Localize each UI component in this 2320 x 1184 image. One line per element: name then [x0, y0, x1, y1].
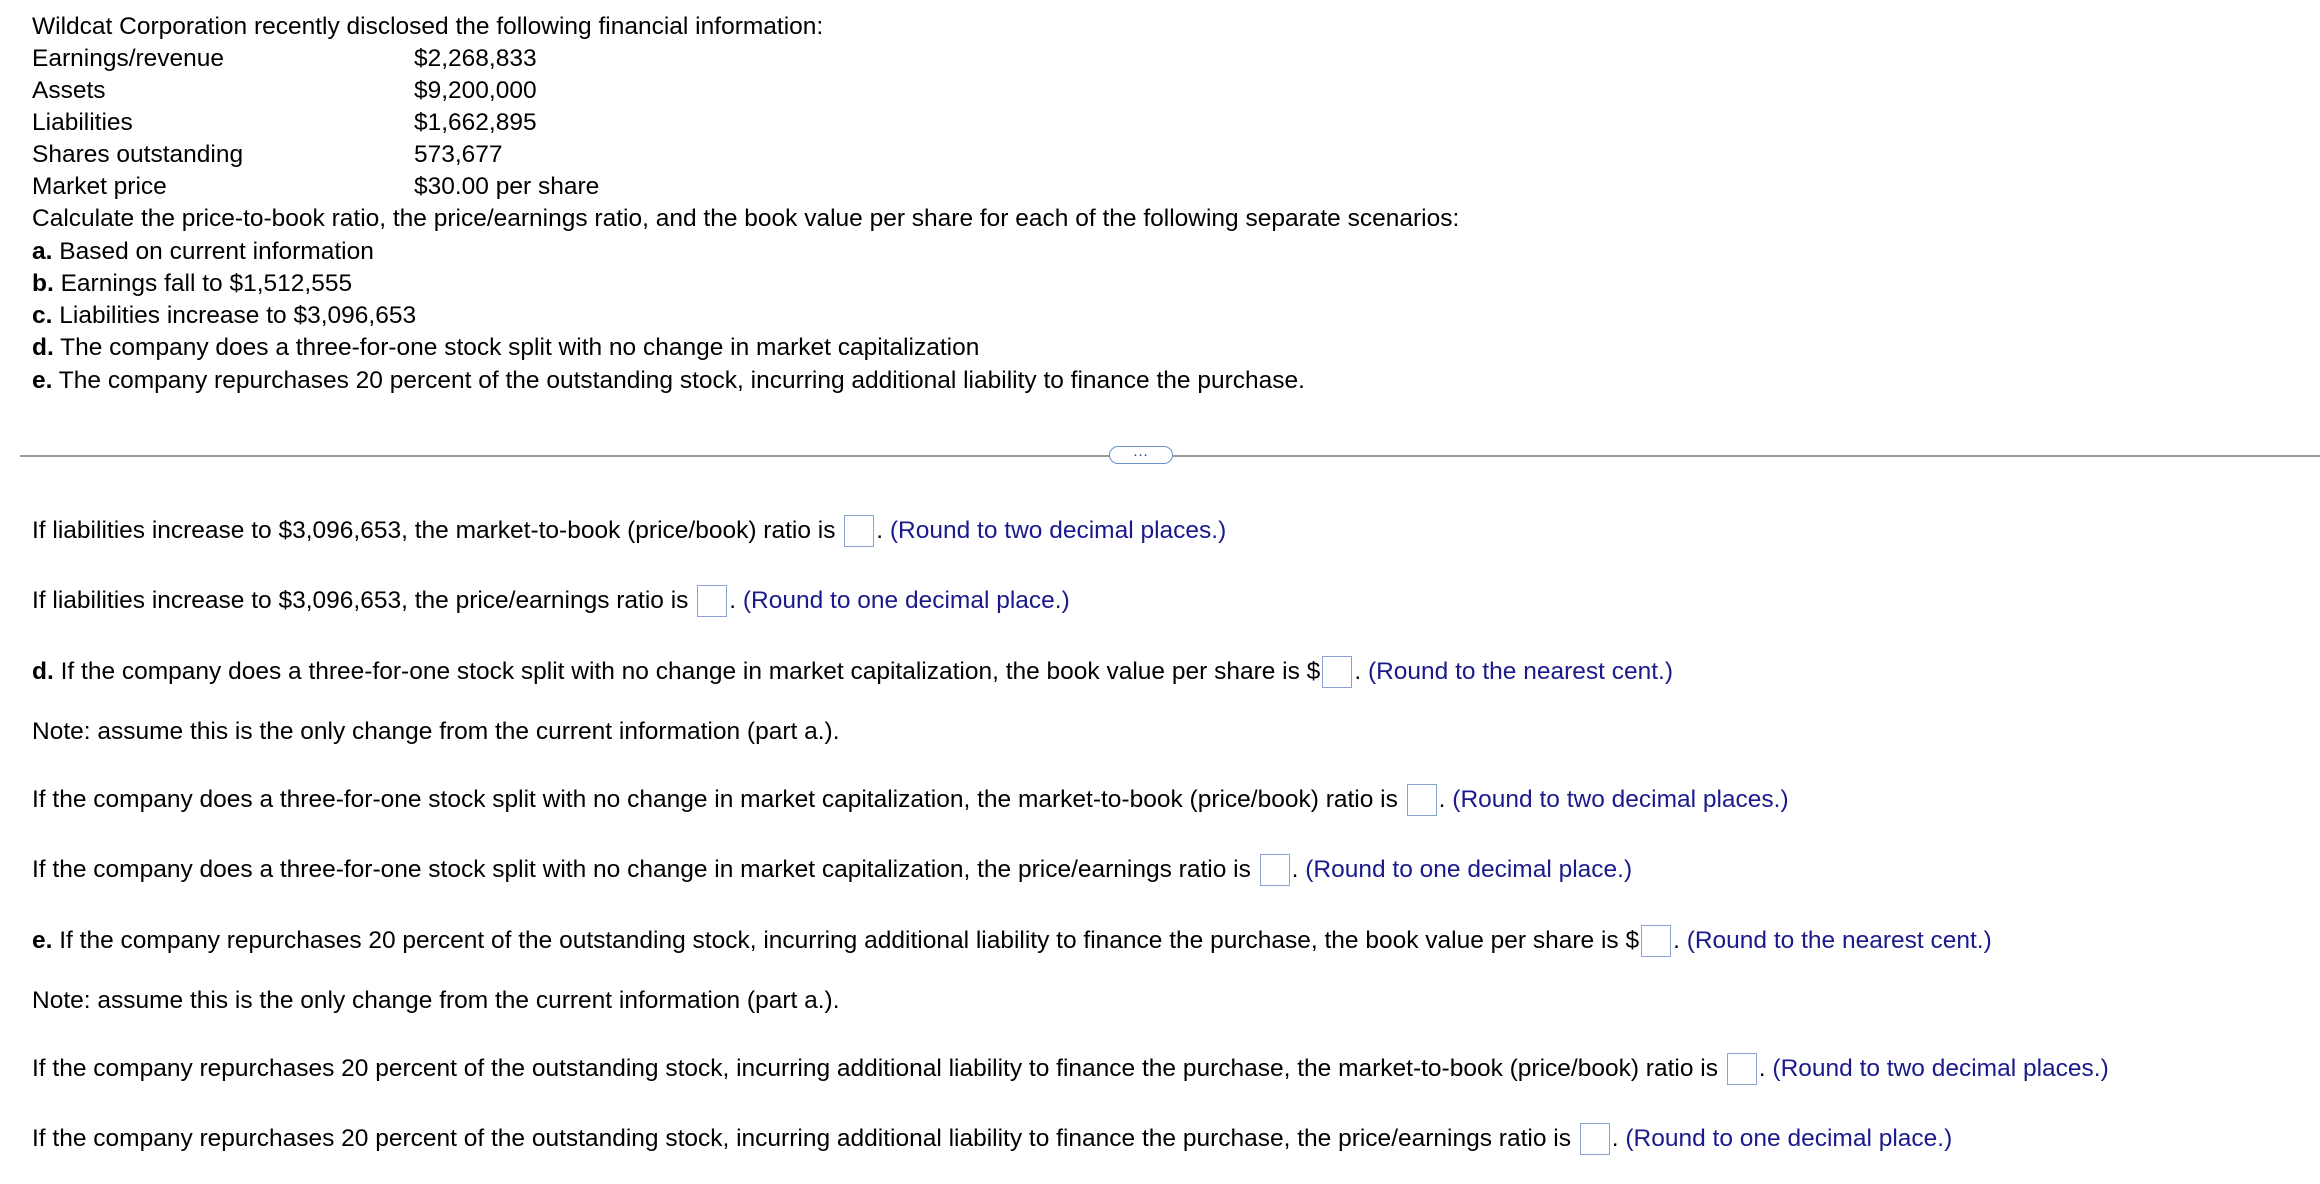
scenario-letter: d.	[32, 334, 54, 361]
question-c-price-earnings	[32, 585, 1070, 617]
show-more-button[interactable]: …	[1109, 446, 1173, 464]
question-e-market-to-book	[32, 1053, 2109, 1085]
question-suffix: .	[876, 517, 884, 544]
rounding-hint: (Round to one decimal place.)	[1625, 1125, 1953, 1152]
scenario-d	[32, 336, 979, 361]
question-text: If the company does a three-for-one stock split with no change in market capitalization, the price/earnings ratio is	[32, 856, 1258, 883]
rounding-hint: (Round to the nearest cent.)	[1686, 927, 1992, 954]
question-c-market-to-book	[32, 515, 1226, 547]
question-suffix: .	[1291, 856, 1299, 883]
question-suffix: .	[1758, 1055, 1766, 1082]
scenario-text: Earnings fall to $1,512,555	[53, 270, 353, 297]
question-text: If the company repurchases 20 percent of the outstanding stock, incurring additional liability to finance the purchase, the book value per share is $	[52, 927, 1640, 954]
rounding-hint: (Round to two decimal places.)	[1452, 786, 1789, 813]
answer-input-e-market-to-book[interactable]	[1727, 1053, 1757, 1085]
question-suffix: .	[1673, 927, 1680, 954]
question-suffix: .	[729, 587, 737, 614]
scenario-c	[32, 304, 416, 329]
answer-input-e-price-earnings[interactable]	[1580, 1123, 1610, 1155]
rounding-hint: (Round to one decimal place.)	[1305, 856, 1633, 883]
financial-value-price: $30.00 per share	[414, 173, 600, 200]
scenario-letter: c.	[32, 302, 53, 329]
rounding-hint: (Round to the nearest cent.)	[1367, 658, 1674, 685]
answer-input-d-price-earnings[interactable]	[1260, 854, 1290, 886]
question-e-book-value	[32, 925, 1992, 957]
scenario-a	[32, 240, 374, 265]
financial-label-earnings: Earnings/revenue	[32, 45, 225, 72]
rounding-hint: (Round to two decimal places.)	[889, 517, 1227, 544]
scenario-text: The company does a three-for-one stock split with no change in market capitalization	[53, 334, 980, 361]
scenario-text: Liabilities increase to $3,096,653	[52, 302, 417, 329]
scenario-b	[32, 272, 352, 297]
financial-value-assets: $9,200,000	[414, 77, 537, 104]
question-e-price-earnings	[32, 1123, 1952, 1155]
problem-instruction: Calculate the price-to-book ratio, the price/earnings ratio, and the book value per share for each of the following separate scenarios:	[32, 205, 1460, 232]
question-d-book-value	[32, 656, 1673, 688]
note-e: Note: assume this is the only change from the current information (part a.).	[32, 987, 840, 1014]
answer-input-d-book-value[interactable]	[1322, 656, 1352, 688]
financial-label-shares: Shares outstanding	[32, 141, 244, 168]
question-text: If liabilities increase to $3,096,653, the market-to-book (price/book) ratio is	[32, 517, 843, 544]
question-suffix: .	[1611, 1125, 1619, 1152]
financial-value-liabilities: $1,662,895	[414, 109, 537, 136]
question-suffix: .	[1438, 786, 1446, 813]
question-letter: d.	[32, 658, 54, 685]
question-d-market-to-book	[32, 784, 1789, 816]
problem-intro: Wildcat Corporation recently disclosed the following financial information:	[32, 13, 824, 40]
answer-input-e-book-value[interactable]	[1641, 925, 1671, 957]
scenario-letter: a.	[32, 238, 53, 265]
financial-value-earnings: $2,268,833	[414, 45, 537, 72]
question-suffix: .	[1354, 658, 1362, 685]
answer-input-c-market-to-book[interactable]	[844, 515, 874, 547]
scenario-letter: b.	[32, 270, 54, 297]
question-d-price-earnings	[32, 854, 1632, 886]
question-letter: e.	[32, 927, 53, 954]
question-text: If the company does a three-for-one stock split with no change in market capitalization, the market-to-book (price/book) ratio is	[32, 786, 1405, 813]
scenario-text: The company repurchases 20 percent of the outstanding stock, incurring additional liability to finance the purchase.	[52, 367, 1305, 394]
question-text: If the company does a three-for-one stock split with no change in market capitalization, the book value per share is $	[53, 658, 1321, 685]
financial-label-assets: Assets	[32, 77, 106, 104]
financial-value-shares: 573,677	[414, 141, 503, 168]
rounding-hint: (Round to two decimal places.)	[1772, 1055, 2109, 1082]
answer-input-d-market-to-book[interactable]	[1407, 784, 1437, 816]
question-text: If the company repurchases 20 percent of the outstanding stock, incurring additional liability to finance the purchase, the market-to-book (price/book) ratio is	[32, 1055, 1725, 1082]
note-d: Note: assume this is the only change from the current information (part a.).	[32, 718, 840, 745]
scenario-e	[32, 369, 1305, 394]
question-text: If liabilities increase to $3,096,653, the price/earnings ratio is	[32, 587, 696, 614]
financial-label-price: Market price	[32, 173, 167, 200]
question-text: If the company repurchases 20 percent of the outstanding stock, incurring additional liability to finance the purchase, the price/earnings ratio is	[32, 1125, 1578, 1152]
scenario-text: Based on current information	[52, 238, 374, 265]
answer-input-c-price-earnings[interactable]	[697, 585, 727, 617]
rounding-hint: (Round to one decimal place.)	[742, 587, 1070, 614]
financial-label-liabilities: Liabilities	[32, 109, 133, 136]
scenario-letter: e.	[32, 367, 53, 394]
